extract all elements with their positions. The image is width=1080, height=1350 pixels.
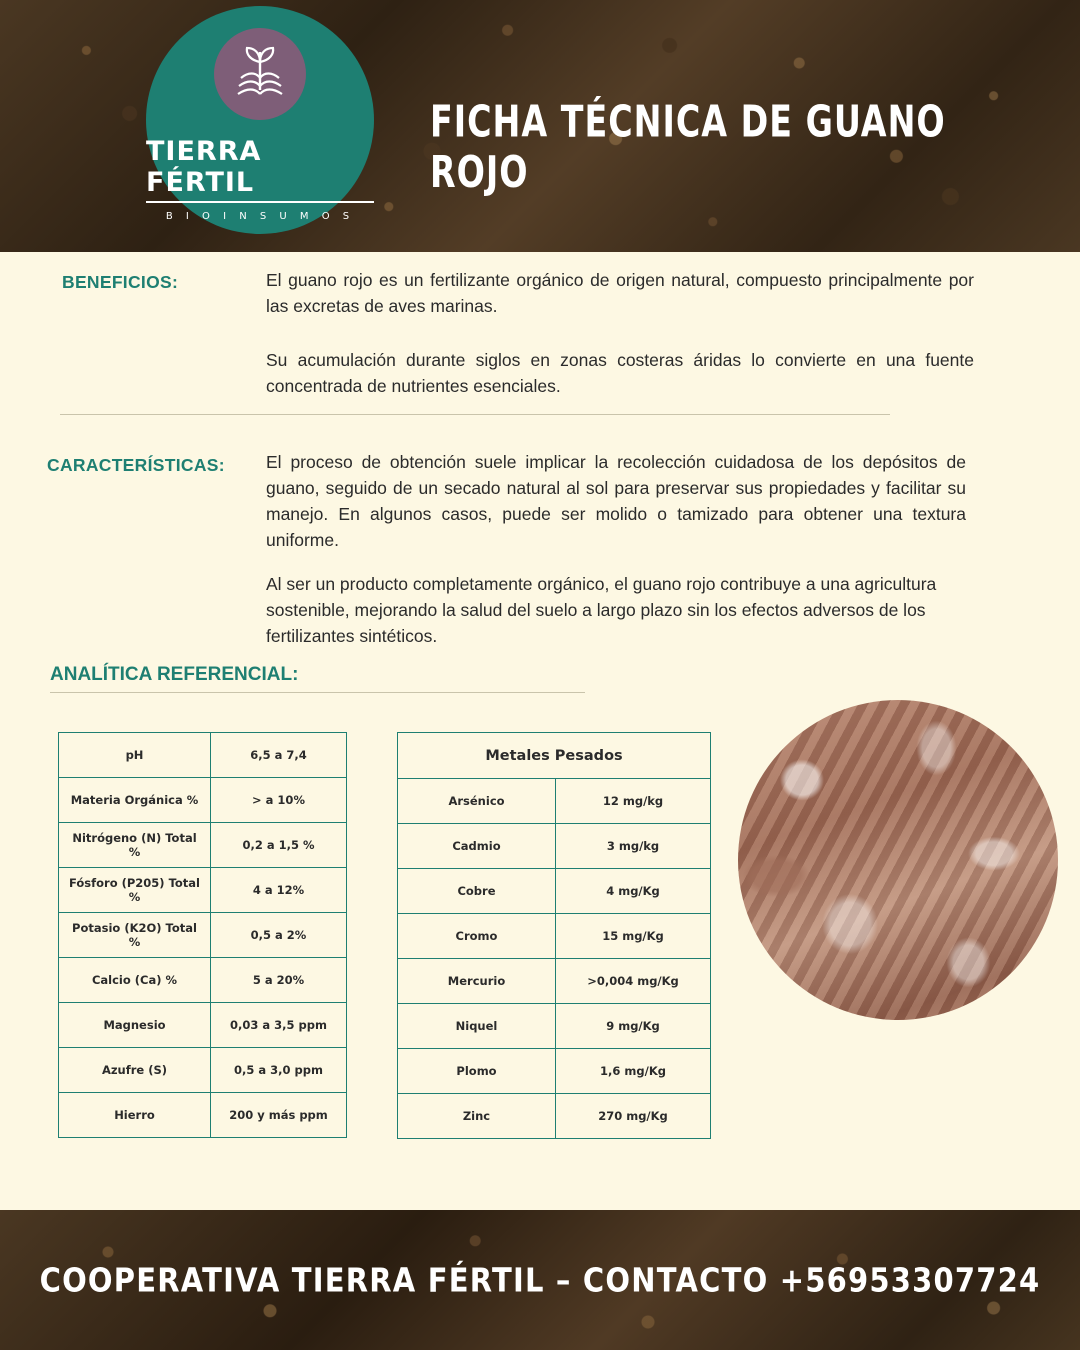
table-row	[59, 778, 347, 823]
table-row	[398, 959, 711, 1004]
brand-logo	[146, 6, 374, 234]
footer-contact: COOPERATIVA TIERRA FÉRTIL – CONTACTO +56953307724	[39, 1260, 1041, 1300]
table-row	[398, 779, 711, 824]
table-row	[398, 1049, 711, 1094]
metal-name: Arsénico	[398, 779, 556, 824]
metal-name: Cadmio	[398, 824, 556, 869]
param-value: 6,5 a 7,4	[211, 733, 347, 778]
param-value: 0,5 a 2%	[211, 913, 347, 958]
table-row	[59, 733, 347, 778]
metal-value: >0,004 mg/Kg	[556, 959, 711, 1004]
metal-name: Zinc	[398, 1094, 556, 1139]
analytics-rule	[50, 692, 585, 693]
page-title: FICHA TÉCNICA DE GUANO ROJO	[430, 96, 946, 198]
table-row	[59, 913, 347, 958]
characteristics-label: CARACTERÍSTICAS:	[47, 455, 225, 475]
table-row	[59, 1048, 347, 1093]
plant-sprout-icon	[214, 28, 306, 120]
heavy-metals-table-body	[398, 733, 711, 1139]
table-row	[59, 1003, 347, 1048]
product-photo	[738, 700, 1058, 1020]
metal-name: Niquel	[398, 1004, 556, 1049]
header-banner	[0, 0, 1080, 252]
table-row	[59, 868, 347, 913]
metal-name: Cobre	[398, 869, 556, 914]
benefits-paragraph-1: El guano rojo es un fertilizante orgánico de origen natural, compuesto principalmente por las excretas de aves marinas.	[266, 270, 974, 316]
characteristics-paragraph-1: El proceso de obtención suele implicar la recolección cuidadosa de los depósitos de guano, seguido de un secado natural al sol para preservar sus propiedades y facilitar su manejo. En algunos casos, puede ser molido o tamizado para obtener una textura uniforme.	[266, 452, 966, 550]
heavy-metals-header: Metales Pesados	[398, 733, 711, 779]
document-body	[0, 252, 1080, 1210]
brand-name: TIERRA FÉRTIL	[146, 136, 374, 203]
param-name: Nitrógeno (N) Total %	[59, 823, 211, 868]
metal-value: 15 mg/Kg	[556, 914, 711, 959]
param-value: > a 10%	[211, 778, 347, 823]
param-name: Magnesio	[59, 1003, 211, 1048]
footer-banner	[0, 1210, 1080, 1350]
brand-tagline: B I O I N S U M O S	[165, 211, 355, 222]
table-row	[398, 824, 711, 869]
metal-name: Mercurio	[398, 959, 556, 1004]
analytics-heading	[50, 664, 590, 693]
metal-value: 12 mg/kg	[556, 779, 711, 824]
param-name: pH	[59, 733, 211, 778]
param-name: Materia Orgánica %	[59, 778, 211, 823]
analytics-title: ANALÍTICA REFERENCIAL:	[50, 664, 299, 685]
metal-value: 1,6 mg/Kg	[556, 1049, 711, 1094]
table-row	[398, 1094, 711, 1139]
table-row	[59, 823, 347, 868]
benefits-label: BENEFICIOS:	[62, 272, 179, 292]
param-value: 0,5 a 3,0 ppm	[211, 1048, 347, 1093]
param-name: Calcio (Ca) %	[59, 958, 211, 1003]
table-row	[398, 1004, 711, 1049]
param-value: 0,2 a 1,5 %	[211, 823, 347, 868]
param-name: Hierro	[59, 1093, 211, 1138]
benefits-paragraph-2: Su acumulación durante siglos en zonas costeras áridas lo convierte en una fuente concentrada de nutrientes esenciales.	[266, 350, 974, 396]
parameters-table	[58, 732, 347, 1138]
table-row	[59, 958, 347, 1003]
metal-name: Plomo	[398, 1049, 556, 1094]
heavy-metals-table	[397, 732, 711, 1139]
param-value: 0,03 a 3,5 ppm	[211, 1003, 347, 1048]
param-name: Fósforo (P205) Total %	[59, 868, 211, 913]
table-row	[59, 1093, 347, 1138]
section-divider	[60, 414, 890, 415]
param-name: Azufre (S)	[59, 1048, 211, 1093]
table-row	[398, 914, 711, 959]
parameters-table-body	[59, 733, 347, 1138]
table-header-row	[398, 733, 711, 779]
metal-value: 4 mg/Kg	[556, 869, 711, 914]
param-name: Potasio (K2O) Total %	[59, 913, 211, 958]
param-value: 200 y más ppm	[211, 1093, 347, 1138]
param-value: 4 a 12%	[211, 868, 347, 913]
param-value: 5 a 20%	[211, 958, 347, 1003]
characteristics-paragraph-2: Al ser un producto completamente orgánico, el guano rojo contribuye a una agricultura sostenible, mejorando la salud del suelo a largo plazo sin los efectos adversos de los fertilizantes sintéticos.	[266, 574, 937, 646]
table-row	[398, 869, 711, 914]
metal-name: Cromo	[398, 914, 556, 959]
metal-value: 9 mg/Kg	[556, 1004, 711, 1049]
metal-value: 270 mg/Kg	[556, 1094, 711, 1139]
metal-value: 3 mg/kg	[556, 824, 711, 869]
